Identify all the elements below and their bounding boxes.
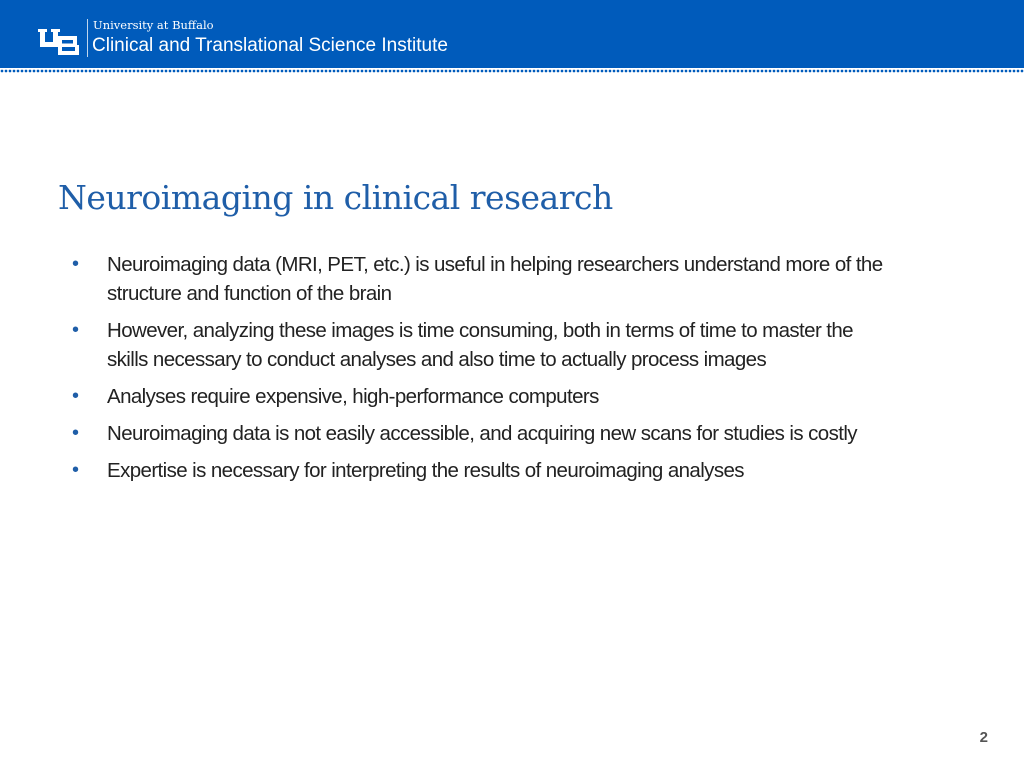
bullet-icon: • xyxy=(72,253,80,275)
institute-name: Clinical and Translational Science Institute xyxy=(92,35,448,56)
header-dotted-rule xyxy=(0,68,1024,74)
bullet-text: However, analyzing these images is time consuming, both in terms of time to master the skills necessary to conduct analyses and also time to actually process images xyxy=(107,319,853,371)
university-name: University at Buffalo xyxy=(93,18,214,32)
bullet-text: Analyses require expensive, high-performance computers xyxy=(107,385,599,408)
bullet-icon: • xyxy=(72,422,80,444)
bullet-icon: • xyxy=(72,459,80,481)
bullet-item xyxy=(72,419,892,448)
ub-logo-icon xyxy=(38,28,82,56)
bullet-text: Neuroimaging data is not easily accessible, and acquiring new scans for studies is costly xyxy=(107,422,857,445)
bullet-item xyxy=(72,250,892,308)
bullet-item xyxy=(72,382,892,411)
bullet-icon: • xyxy=(72,319,80,341)
header-divider xyxy=(87,19,88,57)
bullet-text: Expertise is necessary for interpreting the results of neuroimaging analyses xyxy=(107,459,744,482)
bullet-item xyxy=(72,456,892,485)
page-number: 2 xyxy=(979,729,988,746)
bullet-text: Neuroimaging data (MRI, PET, etc.) is useful in helping researchers understand more of the structure and function of the brain xyxy=(107,253,883,305)
bullet-list xyxy=(72,250,892,493)
bullet-item xyxy=(72,316,892,374)
header-band xyxy=(0,0,1024,68)
slide-title: Neuroimaging in clinical research xyxy=(58,178,613,217)
bullet-icon: • xyxy=(72,385,80,407)
